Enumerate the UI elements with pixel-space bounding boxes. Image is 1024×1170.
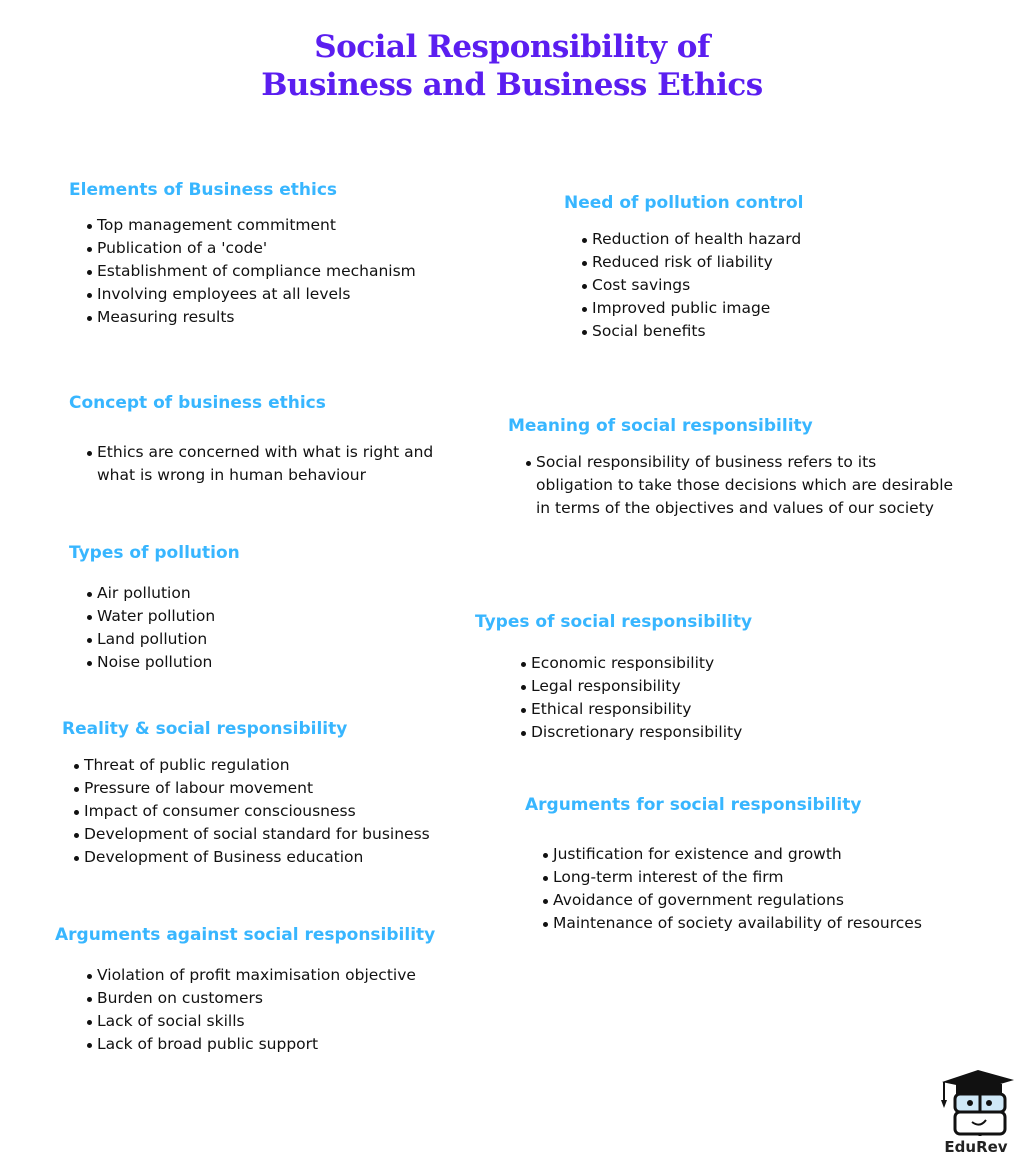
bullet-list	[69, 964, 435, 1056]
list-item: Lack of broad public support	[69, 1033, 435, 1056]
list-item: Legal responsibility	[503, 675, 752, 698]
section-need	[564, 191, 804, 343]
list-item: Air pollution	[69, 582, 240, 605]
section-for	[525, 793, 922, 935]
list-item: Maintenance of society availability of resources	[525, 912, 922, 935]
list-item: Publication of a 'code'	[69, 237, 416, 260]
list-item: Threat of public regulation	[56, 754, 430, 777]
list-item: Discretionary responsibility	[503, 721, 752, 744]
list-item: Social responsibility of business refers to its obligation to take those decisions which are desirable in terms of the objectives and values of our society	[508, 451, 958, 520]
bullet-list	[69, 582, 240, 674]
list-item: Pressure of labour movement	[56, 777, 430, 800]
section-heading: Concept of business ethics	[69, 393, 326, 413]
bullet-list	[508, 451, 958, 520]
list-item: Reduced risk of liability	[564, 251, 804, 274]
title-line-1: Social Responsibility of	[314, 29, 710, 65]
list-item: Burden on customers	[69, 987, 435, 1010]
bullet-list	[56, 754, 430, 869]
bullet-list	[503, 652, 752, 744]
section-types-sr	[475, 610, 752, 744]
section-elements	[69, 178, 416, 329]
section-pollution	[69, 541, 240, 674]
list-item: Improved public image	[564, 297, 804, 320]
list-item: Noise pollution	[69, 651, 240, 674]
list-item: Establishment of compliance mechanism	[69, 260, 416, 283]
section-reality	[62, 717, 430, 869]
section-heading: Arguments for social responsibility	[525, 795, 862, 815]
list-item: Water pollution	[69, 605, 240, 628]
list-item: Justification for existence and growth	[525, 843, 922, 866]
list-item: Reduction of health hazard	[564, 228, 804, 251]
title-line-2: Business and Business Ethics	[261, 67, 763, 103]
section-heading: Need of pollution control	[564, 193, 804, 213]
list-item: Violation of profit maximisation objective	[69, 964, 435, 987]
bullet-list	[69, 441, 449, 487]
section-heading: Arguments against social responsibility	[55, 925, 436, 945]
edurev-logo	[934, 1066, 1018, 1162]
page-title	[0, 28, 1024, 104]
list-item: Long-term interest of the firm	[525, 866, 922, 889]
section-heading: Types of social responsibility	[475, 612, 753, 632]
section-heading: Types of pollution	[69, 543, 240, 563]
list-item: Ethical responsibility	[503, 698, 752, 721]
section-against	[55, 923, 435, 1056]
list-item: Avoidance of government regulations	[525, 889, 922, 912]
list-item: Involving employees at all levels	[69, 283, 416, 306]
list-item: Development of Business education	[56, 846, 430, 869]
list-item: Top management commitment	[69, 214, 416, 237]
section-heading: Reality & social responsibility	[62, 719, 348, 739]
list-item: Impact of consumer consciousness	[56, 800, 430, 823]
section-meaning	[508, 414, 958, 520]
logo-text: EduRev	[944, 1138, 1008, 1156]
bullet-list	[525, 843, 922, 935]
list-item: Ethics are concerned with what is right and what is wrong in human behaviour	[69, 441, 449, 487]
section-concept	[69, 391, 449, 487]
bullet-list	[69, 214, 416, 329]
list-item: Social benefits	[564, 320, 804, 343]
graduate-mascot-icon	[934, 1066, 1018, 1138]
list-item: Lack of social skills	[69, 1010, 435, 1033]
list-item: Cost savings	[564, 274, 804, 297]
list-item: Economic responsibility	[503, 652, 752, 675]
bullet-list	[564, 228, 804, 343]
section-heading: Elements of Business ethics	[69, 180, 338, 200]
list-item: Development of social standard for business	[56, 823, 430, 846]
list-item: Measuring results	[69, 306, 416, 329]
section-heading: Meaning of social responsibility	[508, 416, 813, 436]
list-item: Land pollution	[69, 628, 240, 651]
